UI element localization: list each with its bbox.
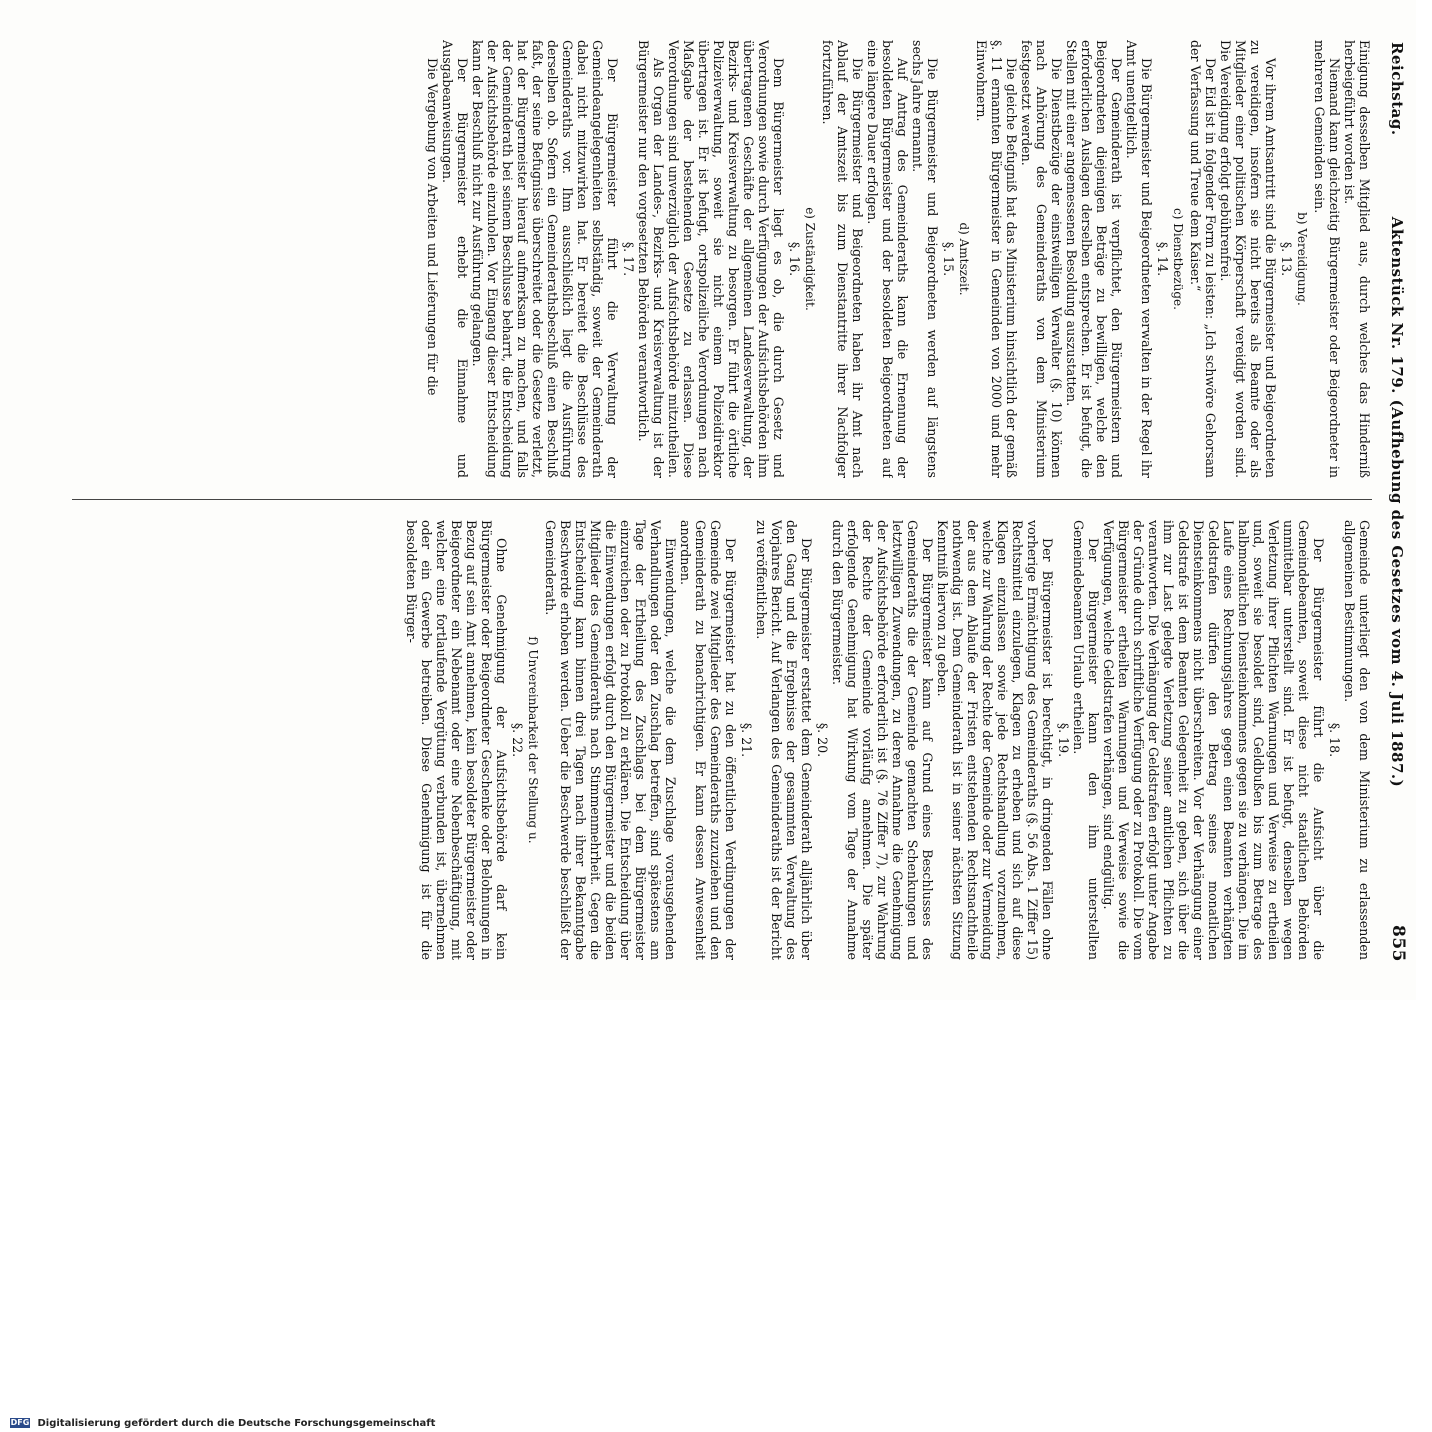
body-paragraph: Die gleiche Befugniß hat das Ministerium hinsichtlich der gemäß §. 11 ernannten Bürgermeister in Gemeinden von 2000 und mehr Einwohnern. [974,40,1019,478]
body-paragraph: Der Bürgermeister kann den ihm unterstellten Gemeindebeamten Urlaub ertheilen. [1071,520,1101,960]
body-paragraph: Auf Antrag des Gemeinderaths kann die Ernennung der besoldeten Bürgermeister und der besoldeten Beigeordneten auf eine längere Dauer erfolgen. [865,40,910,478]
body-paragraph: Als Organ der Landes-, Bezirks- und Kreisverwaltung ist der Bürgermeister nur den vorgesetzten Behörden verantwortlich. [636,40,666,478]
dfg-logo: DFG [10,1418,30,1427]
header-left: Reichstag. [1388,42,1406,136]
digitization-footer [0,1418,1000,1432]
paragraph-number: §. 14. [1155,241,1170,277]
body-paragraph: Einigung desselben Mitglied aus, durch welches das Hinderniß herbeigeführt worden ist. [1342,40,1372,478]
page-number: 855 [1388,925,1408,962]
body-paragraph: Dem Bürgermeister liegt es ob, die durch Gesetz und Verordnungen sowie durch Verfügungen der Aufsichtsbehörden ihm übertragenen Geschäfte der allgemeinen Landesverwaltung, der Bezirks- und Kreisverwaltung zu besorgen. Er führt die örtliche Polizeiverwaltung, soweit sie nicht einem Polizeidirektor übertragen ist. Er ist befugt, ortspolizeiliche Verordnungen nach Maßgabe der bestehenden Gesetze zu erlassen. Diese Verordnungen sind unverzüglich der Aufsichtsbehörde mitzutheilen. [666,40,786,478]
body-paragraph: Der Bürgermeister kann auf Grund eines Beschlusses des Gemeinderaths die der Gemeinde gemachten Schenkungen und letztwilligen Zuwendungen, zu deren Annahme die Genehmigung der Aufsichtsbehörde erforderlich ist (§. 76 Ziffer 7), zur Wahrung der Rechte der Gemeinde vorläufig annehmen. Die später erfolgende Genehmigung hat Wirkung vom Tage der Annahme durch den Bürgermeister. [830,520,935,960]
body-paragraph: Der Eid ist in folgender Form zu leisten: „Ich schwöre Gehorsam der Verfassung und Treue dem Kaiser.“ [1188,40,1218,478]
paragraph-number: §. 18. [1327,722,1342,758]
body-paragraph: Die Vergebung von Arbeiten und Lieferungen für die [425,58,440,396]
body-paragraph: Gemeinde unterliegt den von dem Ministerium zu erlassenden allgemeinen Bestimmungen. [1342,520,1372,960]
paragraph-number: §. 15. [941,241,956,277]
paragraph-number: §. 20. [815,722,830,758]
body-paragraph: Einwendungen, welche die dem Zuschlage vorausgehenden Verhandlungen oder den Zuschlag betreffen, sind spätestens am Tage der Ertheilung des Zuschlags bei dem Bürgermeister einzureichen oder zu Protokoll zu erklären. Die Entscheidung über die Einwendungen erfolgt durch den Bürgermeister und die beiden Mitglieder des Gemeinderaths nach Stimmenmehrheit. Gegen die Entscheidung kann binnen drei Tagen nach ihrer Bekanntgabe Beschwerde erhoben werden. Ueber die Beschwerde beschließt der Gemeinderath. [543,520,678,960]
section-heading: e) Zuständigkeit. [803,207,817,311]
body-paragraph: Der Bürgermeister führt die Aufsicht über die Gemeindebeamten, soweit diese nicht staatlichen Behörden unmittelbar unterstellt sind. Er ist befugt, denselben wegen Verletzung ihrer Pflichten Warnungen und Verweise zu ertheilen und, soweit sie besoldet sind, Geldbußen bis zum Betrage des halbmonatlichen Diensteinkommens gegen sie zu verhängen. Die im Laufe eines Rechnungsjahres gegen einen Beamten verhängten Geldstrafen dürfen den Betrag seines monatlichen Diensteinkommens nicht überschreiten. Vor der Verhängung einer Geldstrafe ist dem Beamten Gelegenheit zu geben, sich über die ihm zur Last gelegte Verletzung seiner amtlichen Pflichten zu verantworten. Die Verhängung der Geldstrafen erfolgt unter Angabe der Gründe durch schriftliche Verfügung oder zu Protokoll. Die vom Bürgermeister ertheilten Warnungen und Verweise sowie die Verfügungen, welche Geldstrafen verhängen, sind endgültig. [1101,520,1326,960]
footer-text: Digitalisierung gefördert durch die Deutsche Forschungsgemeinschaft [37,1418,436,1429]
body-paragraph: Der Bürgermeister ist berechtigt, in dringenden Fällen ohne vorherige Ermächtigung des Gemeinderaths (§. 56 Abs. 1 Ziffer 15) Rechtsmittel einzulegen, Klagen zu erheben und sich auf diese Klagen einzulassen sowie jede Rechtshandlung vorzunehmen, welche zur Wahrung der Rechte der Gemeinde oder zur Vermeidung der aus dem Ablaufe der Fristen entstehenden Rechtsnachtheile nothwendig ist. Dem Gemeinderath ist in seiner nächsten Sitzung Kenntniß hiervon zu geben. [935,520,1055,960]
paragraph-number: §. 19. [1056,722,1071,758]
body-paragraph: Die Dienstbezüge der einstweiligen Verwalter (§. 10) können nach Anhörung des Gemeinderaths von dem Ministerium festgesetzt werden. [1019,40,1064,478]
body-paragraph: Der Bürgermeister hat zu den öffentlichen Verdingungen der Gemeinde zwei Mitglieder des Gemeinderaths zuzuziehen und den Gemeinderath zu benachrichtigen. Er kann dessen Anwesenheit anordnen. [678,520,738,960]
body-paragraph: Der Bürgermeister erhebt die Einnahme und Ausgabeanweisungen. [440,40,470,478]
text-column-right [72,520,1372,960]
paragraph-number: §. 16. [787,241,802,277]
body-paragraph: Die Bürgermeister und Beigeordneten werden auf längstens sechs Jahre ernannt. [910,40,940,478]
section-heading: b) Vereidigung. [1295,212,1309,306]
paragraph-number: §. 13. [1279,241,1294,277]
section-heading: f) Unvereinbarkeit der Stellung u. [526,636,540,844]
paragraph-number: §. 22. [510,722,525,758]
body-paragraph: Vor ihrem Amtsantritt sind die Bürgermeister und Beigeordneten zu vereidigen, insofern sie nicht bereits als Beamte oder als Mitglieder einer politischen Körperschaft vereidigt worden sind. Die Vereidigung erfolgt gebührenfrei. [1218,40,1278,478]
body-paragraph: Die Bürgermeister und Beigeordneten verwalten in der Regel ihr Amt unentgeltlich. [1124,40,1154,478]
paragraph-number: §. 21. [739,722,754,758]
body-paragraph: Der Bürgermeister führt die Verwaltung der Gemeindeangelegenheiten selbständig, soweit der Gemeinderath dabei nicht mitzuwirken hat. Er bereitet die Beschlüsse des Gemeinderaths vor. Ihm ausschließlich liegt die Ausführung derselben ob. Sofern ein Gemeinderathsbeschluß einen Beschluß faßt, der seine Befugnisse überschreitet oder die Gesetze verletzt, hat der Bürgermeister hierauf aufmerksam zu machen, und falls der Gemeinderath bei seinem Beschlusse beharrt, die Entscheidung der Aufsichtsbehörde einzuholen. Vor Eingang dieser Entscheidung kann der Beschluß nicht zur Ausführung gelangen. [470,40,620,478]
text-column-left [72,40,1372,478]
body-paragraph: Ohne Genehmigung der Aufsichtsbehörde darf kein Bürgermeister oder Beigeordneter Geschenke oder Belohnungen in Bezug auf sein Amt annehmen, kein besoldeter Bürgermeister oder Beigeordneter ein Nebenamt oder eine Nebenbeschäftigung, mit welcher eine fortlaufende Vergütung verbunden ist, übernehmen oder ein Gewerbe betreiben. Diese Genehmigung ist für die besoldeten Bürger- [404,520,509,960]
body-paragraph: Der Bürgermeister erstattet dem Gemeinderath alljährlich über den Gang und die Ergebnisse der gesammten Verwaltung des Vorjahres Bericht. Auf Verlangen des Gemeinderaths ist der Bericht zu veröffentlichen. [754,520,814,960]
body-paragraph: Die Bürgermeister und Beigeordneten haben ihr Amt nach Ablauf der Amtszeit bis zum Dienstantritte ihrer Nachfolger fortzuführen. [820,40,865,478]
paragraph-number: §. 17. [621,241,636,277]
body-paragraph: Der Gemeinderath ist verpflichtet, den Bürgermeistern und Beigeordneten diejenigen Beträge zu bewilligen, welche den erforderlichen Auslagen derselben entsprechen. Er ist befugt, die Stellen mit einer angemessenen Besoldung auszustatten. [1064,40,1124,478]
section-heading: d) Amtszeit. [957,222,971,296]
column-divider [72,499,1372,500]
header-title: Aktenstück Nr. 179. (Aufhebung des Gesetzes vom 4. Juli 1887.) [1388,216,1406,788]
body-paragraph: Niemand kann gleichzeitig Bürgermeister oder Beigeordneter in mehreren Gemeinden sein. [1312,40,1342,478]
section-heading: c) Dienstbezüge. [1171,208,1185,310]
page-header [1382,42,1408,962]
